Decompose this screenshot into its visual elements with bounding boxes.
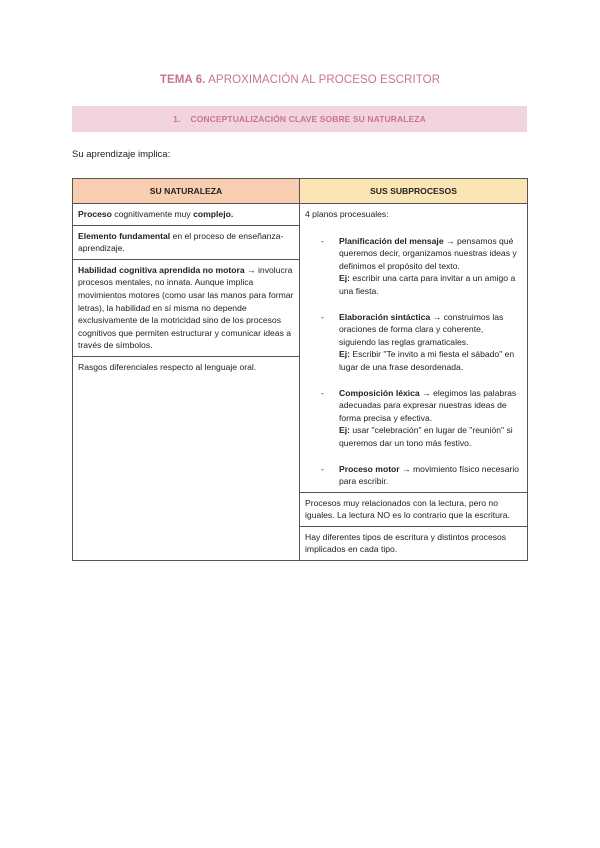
list-item	[305, 387, 522, 450]
process-name: Planificación del mensaje	[339, 235, 444, 246]
subprocesos-cell	[300, 204, 528, 493]
example-text: escribir una carta para invitar a un amigo a una fiesta.	[339, 273, 516, 296]
subprocesos-cell-2: Procesos muy relacionados con la lectura, pero no iguales. La lectura NO es lo contrario que la escritura.	[300, 492, 528, 526]
bold-text: Habilidad cognitiva aprendida no motora	[78, 264, 245, 275]
section-header	[72, 106, 527, 132]
subprocesos-intro: 4 planos procesuales:	[305, 209, 389, 219]
topic-label: TEMA 6.	[159, 74, 206, 86]
table-row	[73, 204, 528, 226]
example-text: Escribir "Te invito a mi fiesta el sábado" en lugar de una frase desordenada.	[339, 349, 515, 372]
dash-bullet: -	[321, 387, 324, 398]
bold-text: Proceso	[78, 209, 112, 219]
example-label: Ej:	[339, 425, 350, 436]
example-label: Ej:	[339, 349, 350, 360]
list-item	[305, 235, 522, 298]
process-desc: → movimiento físico necesario para escribir.	[339, 463, 520, 487]
list-item	[305, 311, 522, 374]
dash-bullet: -	[321, 463, 324, 474]
plain-text: cognitivamente muy	[111, 209, 194, 219]
section-number: 1.	[173, 114, 181, 124]
plain-text: → involucra procesos mentales, no innata. Aunque implica movimientos motores (como usar las manos para formar letras), la habilidad en sí misma no depende exclusivamente de la motricidad sino de los procesos cognitivos que permiten estructurar y comunicar ideas a través de símbolos.	[78, 264, 294, 351]
nature-cell-1	[73, 204, 300, 226]
example-label: Ej:	[339, 273, 350, 284]
process-name: Proceso motor	[339, 463, 400, 474]
plain-text: en el proceso de enseñanza-aprendizaje.	[78, 230, 284, 254]
list-item	[305, 463, 522, 488]
process-desc: → construimos las oraciones de forma clara y coherente, siguiendo las reglas gramaticales.	[339, 311, 504, 347]
process-name: Composición léxica	[339, 387, 420, 398]
intro-text: Su aprendizaje implica:	[72, 149, 171, 160]
content-table	[72, 178, 528, 561]
process-desc: → elegimos las palabras adecuadas para expresar nuestras ideas de forma precisa y efectiva.	[339, 387, 517, 423]
bold-text: Elemento fundamental	[78, 230, 171, 241]
nature-cell-3	[73, 259, 300, 356]
plain-text: Rasgos diferenciales respecto al lenguaje oral.	[78, 361, 257, 372]
topic-title: APROXIMACIÓN AL PROCESO ESCRITOR	[208, 74, 441, 86]
bold-text: complejo.	[193, 209, 234, 219]
col-header-subprocesos: SUS SUBPROCESOS	[300, 179, 528, 204]
subprocesos-cell-3: Hay diferentes tipos de escritura y distintos procesos implicados en cada tipo.	[300, 526, 528, 560]
process-desc: → pensamos qué queremos decir, organizamos nuestras ideas y definimos el propósito del texto.	[339, 235, 517, 271]
header-row	[73, 179, 528, 204]
process-list	[305, 235, 522, 488]
col-header-naturaleza: SU NATURALEZA	[73, 179, 300, 204]
process-name: Elaboración sintáctica	[339, 311, 431, 322]
page-title	[0, 74, 600, 86]
dash-bullet: -	[321, 311, 324, 322]
example-text: usar "celebración" en lugar de "reunión" si queremos dar un tono más festivo.	[339, 425, 513, 448]
nature-cell-2	[73, 225, 300, 259]
section-title: CONCEPTUALIZACIÓN CLAVE SOBRE SU NATURALEZA	[190, 114, 426, 124]
nature-cell-4	[73, 356, 300, 560]
dash-bullet: -	[321, 235, 324, 246]
